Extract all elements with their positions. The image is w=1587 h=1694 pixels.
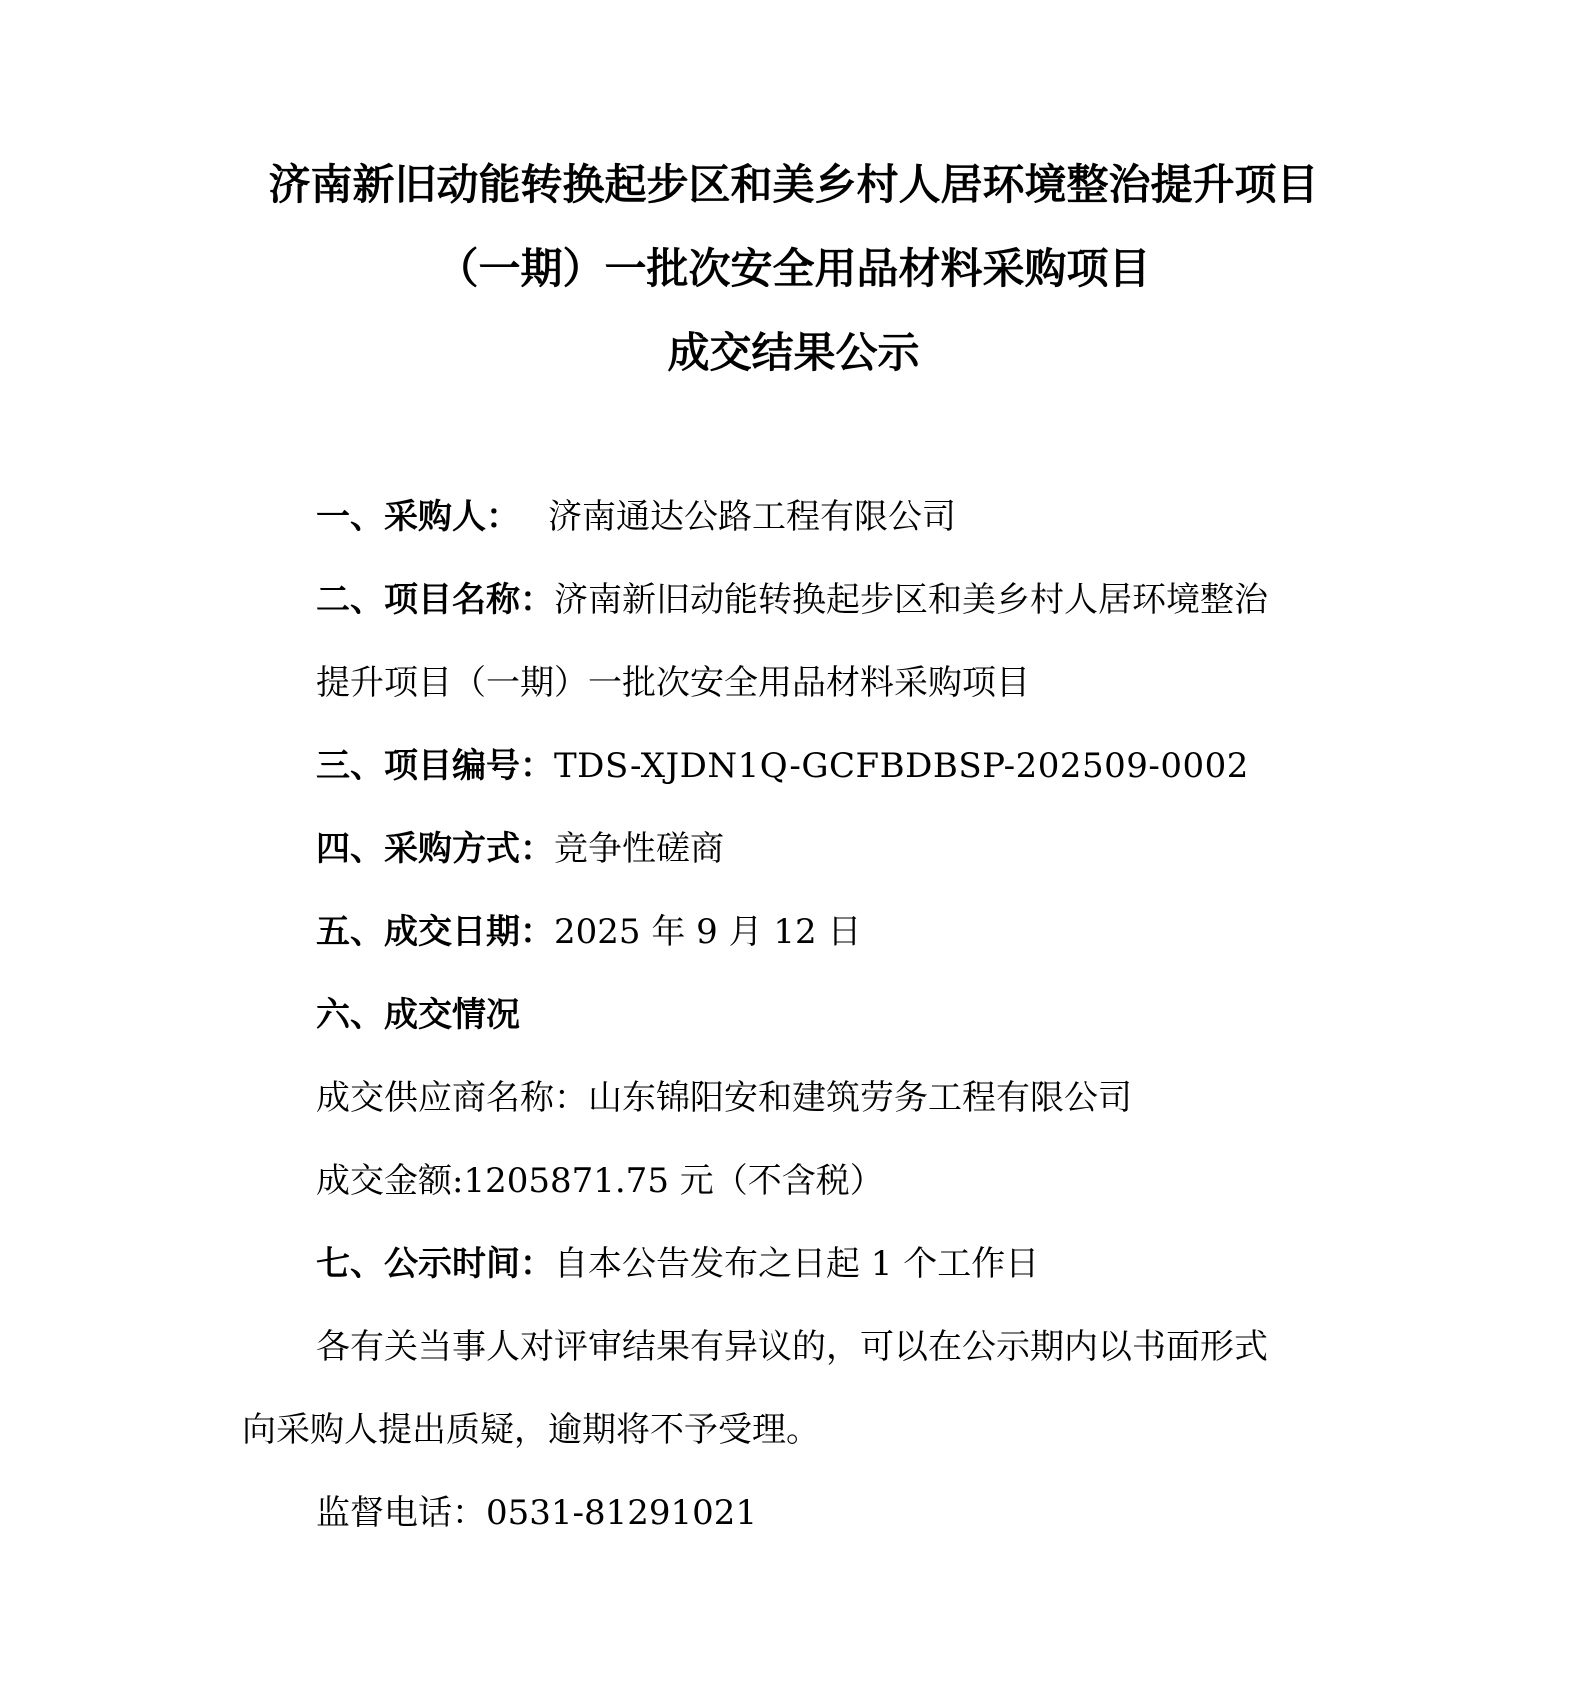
project-number-value: TDS-XJDN1Q-GCFBDBSP-202509-0002 [554,746,1249,786]
project-name-label: 二、项目名称： [316,580,554,620]
purchaser-label: 一、采购人： [316,497,520,537]
purchaser-value: 济南通达公路工程有限公司 [548,497,956,537]
title-line-1: 济南新旧动能转换起步区和美乡村人居环境整治提升项目 [268,160,1319,209]
notice-time-row [316,1242,1039,1286]
objection-line-2: 向采购人提出质疑，逾期将不予受理。 [242,1410,820,1450]
transaction-date-row [316,910,861,954]
title-line-3: 成交结果公示 [667,328,920,377]
procurement-method-row [316,827,724,871]
project-name-row [316,578,1268,622]
procurement-method-value: 竞争性磋商 [554,829,724,869]
notice-time-value: 自本公告发布之日起 1 个工作日 [554,1244,1040,1284]
supplier-line: 成交供应商名称：山东锦阳安和建筑劳务工程有限公司 [316,1078,1132,1118]
project-name-value-part1: 济南新旧动能转换起步区和美乡村人居环境整治 [554,580,1268,620]
project-number-label: 三、项目编号： [316,746,554,786]
purchaser-row [316,495,956,539]
transaction-result-heading: 六、成交情况 [316,995,520,1035]
procurement-method-label: 四、采购方式： [316,829,554,869]
notice-time-label: 七、公示时间： [316,1244,554,1284]
project-name-continuation: 提升项目（一期）一批次安全用品材料采购项目 [316,663,1030,703]
project-number-row [316,744,1249,788]
objection-line-1: 各有关当事人对评审结果有异议的，可以在公示期内以书面形式 [316,1327,1268,1367]
amount-line: 成交金额:1205871.75 元（不含税） [316,1161,884,1201]
title-line-2: （一期）一批次安全用品材料采购项目 [436,244,1151,293]
supervision-phone: 监督电话：0531-81291021 [316,1493,758,1533]
transaction-date-label: 五、成交日期： [316,912,554,952]
transaction-date-value: 2025 年 9 月 12 日 [554,912,862,952]
